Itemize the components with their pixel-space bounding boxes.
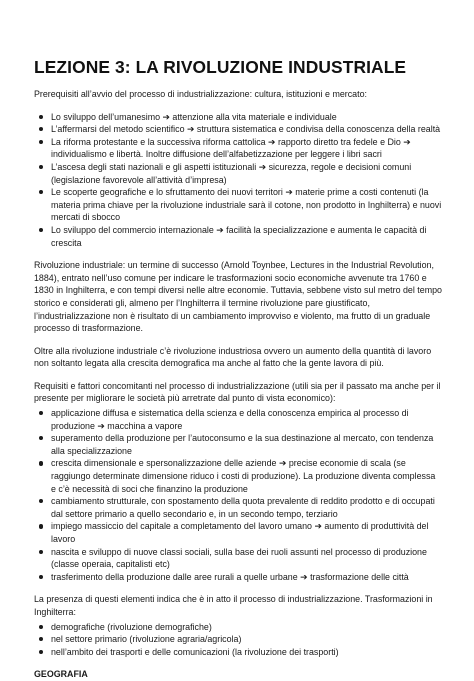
- paragraph-industrial-revolution: Rivoluzione industriale: un termine di successo (Arnold Toynbee, Lectures in the Industrial Revolution, 1884), entrato nell’uso comune per indicare le trasformazioni socio economiche avvenute tra 1760 e 1830 in Inghilterra, e con tempi diversi nelle altre economie. Tuttavia, sebbene visto sul metro del tempo storico e considerati gli, almeno per l’Inghilterra il termine rivoluzione pare giustificato, l’industrializzazione non è risultato di un cambiamento improvviso e violento, ma frutto di un graduale processo di trasformazione.: [34, 260, 442, 334]
- list-item: L’ascesa degli stati nazionali e gli aspetti istituzionali ➔ sicurezza, regole e decisioni comuni (legislazione favorevole all’attività d’impresa): [34, 161, 442, 186]
- list-item: nascita e sviluppo di nuove classi sociali, sulla base dei ruoli assunti nel processo di produzione (classe operaia, capitalisti etc): [34, 546, 442, 571]
- arrow-icon: ➔: [300, 571, 308, 582]
- list-item: cambiamento strutturale, con spostamento della quota prevalente di reddito prodotto e di occupati dal settore primario a quello secondario e, in un secondo tempo, terziario: [34, 495, 442, 520]
- document-body: [34, 88, 442, 681]
- list-item: nel settore primario (rivoluzione agraria/agricola): [34, 633, 442, 646]
- list-item: Le scoperte geografiche e lo sfruttamento dei nuovi territori ➔ materie prime a costi contenuti (la materia prima chiave per la rivoluzione industriale sarà il cotone, non prodotto in Inghilterra) e nuovi mercati di sbocco: [34, 186, 442, 224]
- arrow-icon: ➔: [268, 136, 276, 147]
- list-item: superamento della produzione per l’autoconsumo e la sua destinazione al mercato, con tendenza alla specializzazione: [34, 432, 442, 457]
- section-heading-geografia: GEOGRAFIA: [34, 669, 88, 680]
- list-item: demografiche (rivoluzione demografiche): [34, 621, 442, 634]
- arrow-icon: ➔: [314, 521, 322, 532]
- intro-paragraph: Prerequisiti all’avvio del processo di industrializzazione: cultura, istituzioni e mercato:: [34, 89, 367, 99]
- prerequisites-list: [34, 111, 442, 250]
- list-item: L’affermarsi del metodo scientifico ➔ struttura sistematica e condivisa della conoscenza della realtà: [34, 123, 442, 136]
- arrow-icon: ➔: [97, 420, 105, 431]
- transformations-list: [34, 621, 442, 659]
- arrow-icon: ➔: [278, 458, 287, 469]
- list-item: La riforma protestante e la successiva riforma cattolica ➔ rapporto diretto tra fedele e Dio ➔ individualismo e libertà. Inoltre diffusione dell’alfabetizzazione per leggere i libri sacri: [34, 136, 442, 161]
- arrow-icon: ➔: [403, 136, 411, 147]
- list-item: Lo sviluppo dell’umanesimo ➔ attenzione alla vita materiale e individuale: [34, 111, 442, 124]
- list-item: impiego massiccio del capitale a completamento del lavoro umano ➔ aumento di produttività del lavoro: [34, 520, 442, 545]
- paragraph-industrious-revolution: Oltre alla rivoluzione industriale c’è rivoluzione industriosa ovvero un aumento della quantità di lavoro non soltanto legata alla crescita demografica ma anche al fatto che la gente lavora di più.: [34, 345, 432, 369]
- list-item: trasferimento della produzione dalle aree rurali a quelle urbane ➔ trasformazione delle città: [34, 571, 442, 584]
- arrow-icon: ➔: [258, 161, 267, 172]
- list-item: applicazione diffusa e sistematica della scienza e della conoscenza empirica al processo di produzione ➔ macchina a vapore: [34, 407, 442, 432]
- arrow-icon: ➔: [285, 187, 293, 198]
- requirements-list: [34, 407, 442, 583]
- paragraph-requirements: Requisiti e fattori concomitanti nel processo di industrializzazione (utili sia per il passato ma anche per il presente per migliorare le società più arretrate dal punto di vista economico):: [34, 380, 441, 404]
- paragraph-transformations: La presenza di questi elementi indica che è in atto il processo di industrializzazione. Trasformazioni in Inghilterra:: [34, 594, 433, 617]
- list-item: Lo sviluppo del commercio internazionale ➔ facilità la specializzazione e aumenta le capacità di crescita: [34, 224, 442, 249]
- list-item: nell’ambito dei trasporti e delle comunicazioni (la rivoluzione dei trasporti): [34, 646, 442, 659]
- arrow-icon: ➔: [162, 111, 170, 122]
- arrow-icon: ➔: [187, 124, 195, 135]
- page-title: LEZIONE 3: LA RIVOLUZIONE INDUSTRIALE: [34, 57, 407, 77]
- list-item: crescita dimensionale e spersonalizzazione delle aziende ➔ precise economie di scala (se raggiungo determinate dimensione riduco i costi di produzione). La produzione diventa complessa e c’è necessità di soci che finanzino la produzione: [34, 457, 442, 495]
- arrow-icon: ➔: [216, 224, 224, 235]
